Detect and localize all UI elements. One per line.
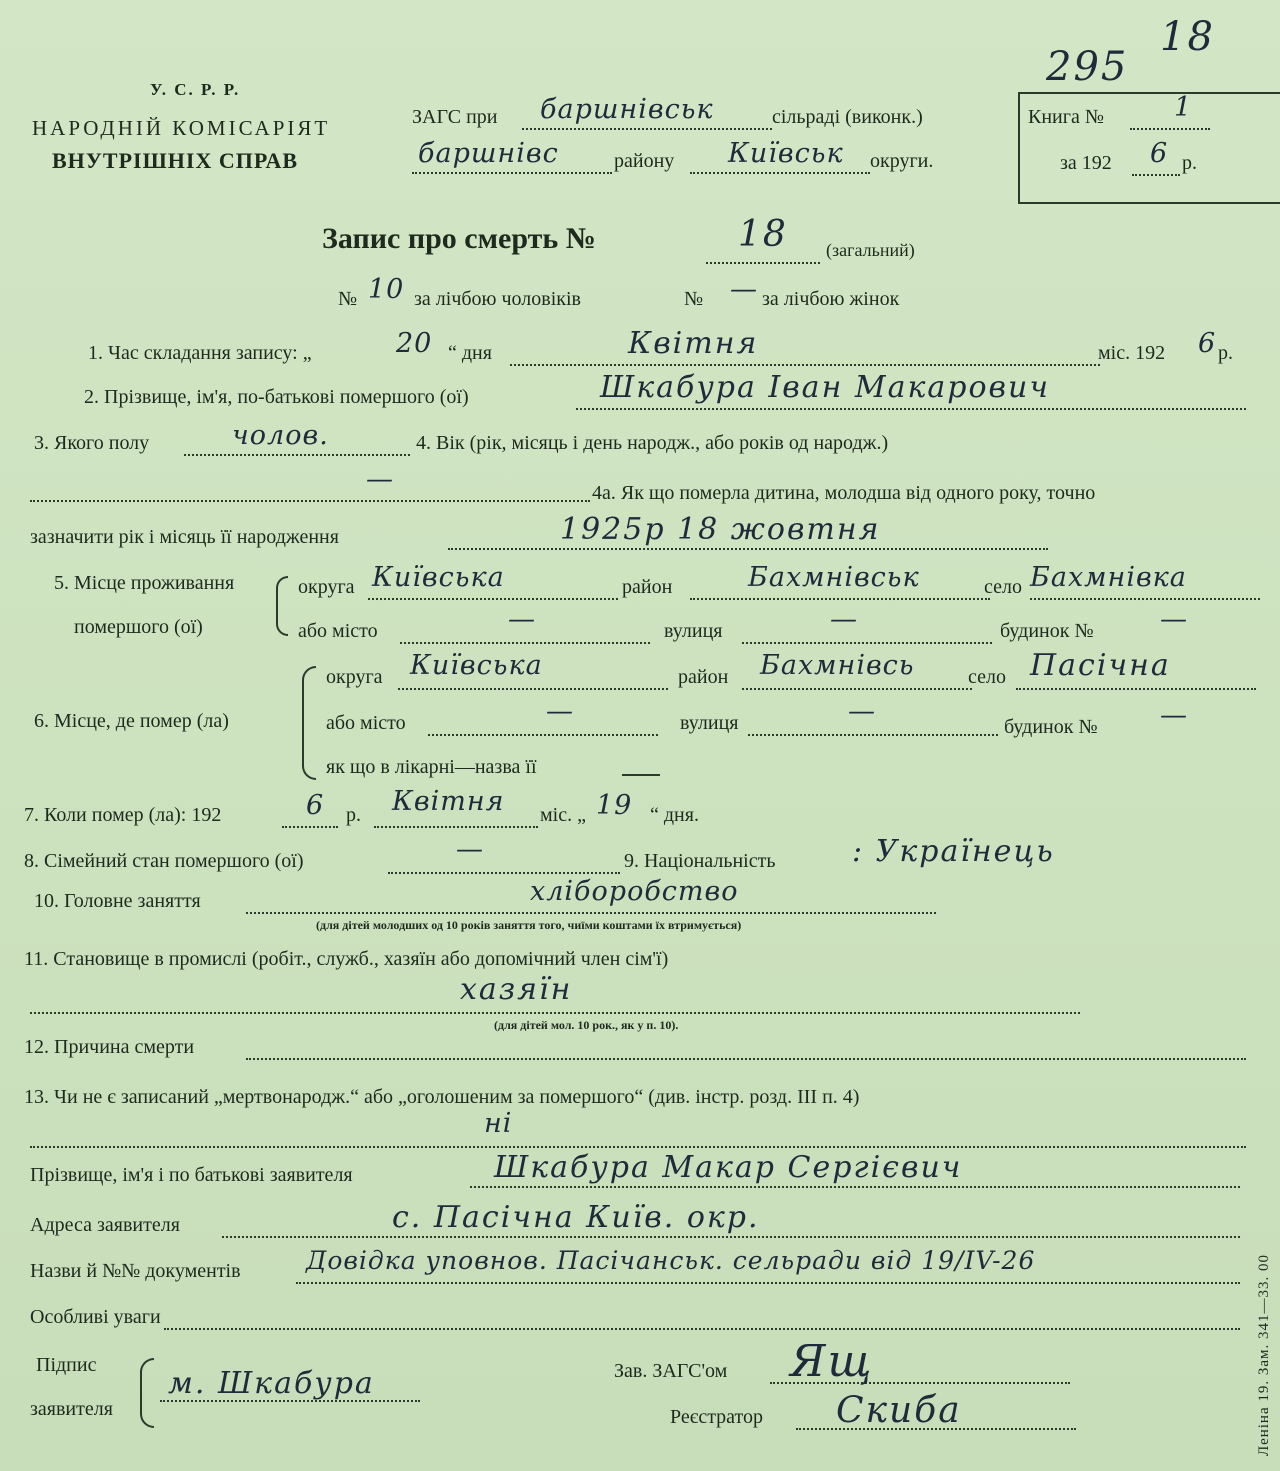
applicant-name-label: Прізвище, ім'я і по батькові заявителя — [30, 1164, 353, 1186]
book-number-hw: 1 — [1174, 92, 1193, 123]
documents-label: Назви й №№ документів — [30, 1260, 241, 1282]
f1-day-label: “ дня — [448, 342, 492, 364]
f4-label: 4. Вік (рік, місяць і день народж., або років од народж.) — [416, 432, 889, 454]
f6-selo-label: село — [968, 666, 1006, 688]
zags-dotline — [522, 128, 772, 130]
f11-label: 11. Становище в промислі (робіт., служб., хазяїн або допомічний член сім'ї) — [24, 948, 669, 970]
f7-year-hw: 6 — [306, 790, 325, 821]
f8-dotline — [388, 872, 620, 874]
f10-dotline — [246, 912, 936, 914]
f5-raion-label: район — [622, 576, 673, 598]
f11-dotline — [30, 1012, 1080, 1014]
f5-misto-dotline — [400, 642, 650, 644]
okruha-hw: Київськ — [728, 138, 844, 169]
f7-month-hw: Квітня — [392, 786, 505, 817]
f1-month-hw: Квітня — [628, 326, 759, 361]
f5-brace — [276, 576, 288, 636]
f5-raion-hw: Бахмнівськ — [748, 562, 920, 593]
f13-value-hw: ні — [484, 1108, 513, 1139]
corner-number-hw: 18 — [1160, 14, 1215, 60]
f4-dotline — [30, 500, 590, 502]
women-label: за лічбою жінок — [762, 288, 900, 310]
f6-hospital-label: як що в лікарні—назва її — [326, 756, 537, 778]
book-year-dotline — [1132, 174, 1180, 176]
applicant-address-dotline — [222, 1236, 1240, 1238]
district-label: району — [614, 150, 675, 172]
f3-value-hw: чолов. — [232, 420, 329, 451]
f5-okruha-hw: Київська — [372, 562, 505, 593]
head-sig-hw: Ящ — [790, 1336, 874, 1387]
zags-prefix: ЗАГС при — [412, 106, 498, 128]
documents-hw: Довідка уповнов. Пасічанськ. сельради від 19/IV-26 — [306, 1246, 1036, 1275]
f3-label: 3. Якого полу — [34, 432, 150, 454]
registrar-label: Реєстратор — [670, 1406, 764, 1428]
applicant-name-dotline — [470, 1186, 1240, 1188]
f6-misto-label: або місто — [326, 712, 406, 734]
f6-hospital-dash — [622, 774, 660, 776]
record-title: Запис про смерть № — [322, 222, 596, 255]
f6-brace — [302, 666, 316, 780]
applicant-sign-label1: Підпис — [36, 1354, 97, 1376]
applicant-sign-brace — [140, 1358, 154, 1428]
f4a-dotline — [448, 548, 1048, 550]
women-number-hw: — — [730, 274, 758, 305]
f7-day-hw: 19 — [596, 790, 633, 821]
f6-vulytsia-label: вулиця — [680, 712, 739, 734]
f3-dotline — [184, 454, 410, 456]
f6-raion-label: район — [678, 666, 729, 688]
f6-raion-dotline — [742, 688, 972, 690]
f7-r: р. — [346, 804, 361, 826]
general-label: (загальний) — [826, 240, 915, 260]
corner-note-hw: 295 — [1046, 44, 1129, 90]
okruha-label: округи. — [870, 150, 934, 172]
record-number-dotline — [706, 262, 820, 264]
f4a-value-hw: 1925р 18 жовтня — [560, 512, 881, 547]
f7-day-label: “ дня. — [650, 804, 699, 826]
f1-dotline — [510, 364, 1100, 366]
applicant-name-hw: Шкабура Макар Сергієвич — [494, 1150, 963, 1185]
men-label: за лічбою чоловіків — [414, 288, 581, 310]
f5-budynok-hw: — — [1160, 604, 1188, 635]
f10-value-hw: хліборобство — [530, 876, 739, 907]
commissariat-line1: НАРОДНІЙ КОМІСАРІЯТ — [32, 116, 331, 140]
documents-dotline — [296, 1282, 1240, 1284]
f5-okruha-dotline — [368, 598, 618, 600]
men-prefix: № — [338, 288, 358, 310]
f6-budynok-label: будинок № — [1004, 716, 1098, 738]
f5-selo-dotline — [1030, 598, 1260, 600]
f2-label: 2. Прізвище, ім'я, по-батькові помершого (ої) — [84, 386, 469, 408]
f5-vulytsia-hw: — — [830, 604, 858, 635]
f5-budynok-label: будинок № — [1000, 620, 1094, 642]
f5-misto-label: або місто — [298, 620, 378, 642]
f1-year-hw: 6 — [1198, 328, 1217, 359]
printer-note: Леніна 19. Зам. 341—33. 00 — [1256, 1253, 1272, 1456]
f5-okruha-label: округа — [298, 576, 355, 598]
f6-selo-dotline — [1016, 688, 1256, 690]
f4-value-hw: — — [366, 464, 394, 495]
f6-vulytsia-dotline — [748, 734, 998, 736]
f8-label: 8. Сімейний стан помершого (ої) — [24, 850, 304, 872]
record-number-hw: 18 — [738, 214, 788, 255]
f5-misto-hw: — — [508, 604, 536, 635]
f11-value-hw: хазяїн — [460, 972, 573, 1007]
book-dotline — [1130, 128, 1210, 130]
f10-label: 10. Головне заняття — [34, 890, 201, 912]
commissariat-line2: ВНУТРІШНІХ СПРАВ — [52, 148, 299, 173]
f6-okruha-label: округа — [326, 666, 383, 688]
f1-year-label: міс. 192 — [1098, 342, 1166, 364]
f6-raion-hw: Бахмнівсь — [760, 650, 915, 681]
registrar-sig-hw: Скиба — [836, 1390, 962, 1431]
f7-label: 7. Коли помер (ла): 192 — [24, 804, 222, 826]
book-year-label: за 192 — [1060, 152, 1112, 174]
applicant-sig-hw: м. Шкабура — [168, 1366, 375, 1401]
f1-label: 1. Час складання запису: „ — [88, 342, 312, 364]
f4a-label2: зазначити рік і місяць її народження — [30, 526, 339, 548]
f7-month-dotline — [374, 826, 538, 828]
village-council-suffix: сільраді (виконк.) — [772, 106, 923, 128]
f5-vulytsia-label: вулиця — [664, 620, 723, 642]
district-hw: баршнівс — [418, 138, 559, 169]
state-label: У. С. Р. Р. — [150, 80, 241, 99]
applicant-address-hw: с. Пасічна Київ. окр. — [392, 1200, 760, 1235]
village-council-hw: баршнівськ — [540, 94, 714, 125]
f2-value-hw: Шкабура Іван Макарович — [600, 370, 1050, 405]
f6-misto-dotline — [428, 734, 658, 736]
f13-dotline — [30, 1146, 1246, 1148]
f6-okruha-hw: Київська — [410, 650, 543, 681]
f10-note: (для дітей молодших од 10 років заняття того, чиїми коштами їх втримується) — [316, 918, 742, 932]
f7-year-dotline — [282, 826, 338, 828]
applicant-sign-label2: заявителя — [30, 1398, 113, 1420]
f1-day-hw: 20 — [396, 328, 433, 359]
f6-budynok-hw: — — [1160, 700, 1188, 731]
book-year-suffix: р. — [1182, 152, 1197, 174]
f6-label: 6. Місце, де помер (ла) — [34, 710, 229, 732]
book-label: Книга № — [1028, 106, 1104, 128]
f5-selo-hw: Бахмнівка — [1030, 562, 1187, 593]
f5-label2: помершого (ої) — [74, 616, 203, 638]
f5-raion-dotline — [690, 598, 990, 600]
f12-dotline — [246, 1058, 1246, 1060]
f5-vulytsia-dotline — [742, 642, 992, 644]
f8-value-hw: — — [456, 834, 484, 865]
f1-year-suffix: р. — [1218, 342, 1233, 364]
f6-vulytsia-hw: — — [848, 696, 876, 727]
head-label: Зав. ЗАГС'ом — [614, 1360, 728, 1382]
f13-label: 13. Чи не є записаний „мертвонародж.“ або „оголошеним за помершого“ (див. інстр. розд. III п. 4) — [24, 1086, 860, 1108]
f12-label: 12. Причина смерти — [24, 1036, 195, 1058]
district-dotline — [412, 172, 612, 174]
notes-dotline — [164, 1328, 1240, 1330]
f9-value-hw: : Українець — [852, 834, 1055, 869]
women-prefix: № — [684, 288, 704, 310]
f9-label: 9. Національність — [624, 850, 776, 872]
f4a-label: 4а. Як що померла дитина, молодша від одного року, точно — [592, 482, 1096, 504]
f2-dotline — [576, 408, 1246, 410]
f6-okruha-dotline — [398, 688, 668, 690]
f11-note: (для дітей мол. 10 рок., як у п. 10). — [494, 1018, 679, 1032]
f5-label1: 5. Місце проживання — [54, 572, 235, 594]
f7-mis: міс. „ — [540, 804, 586, 826]
book-year-hw: 6 — [1150, 138, 1169, 169]
men-number-hw: 10 — [368, 274, 405, 305]
applicant-sig-dotline — [160, 1400, 420, 1402]
okruha-dotline — [690, 172, 870, 174]
notes-label: Особливі уваги — [30, 1306, 161, 1328]
f6-misto-hw: — — [546, 696, 574, 727]
f5-selo-label: село — [984, 576, 1022, 598]
applicant-address-label: Адреса заявителя — [30, 1214, 180, 1236]
f6-selo-hw: Пасічна — [1030, 648, 1171, 683]
